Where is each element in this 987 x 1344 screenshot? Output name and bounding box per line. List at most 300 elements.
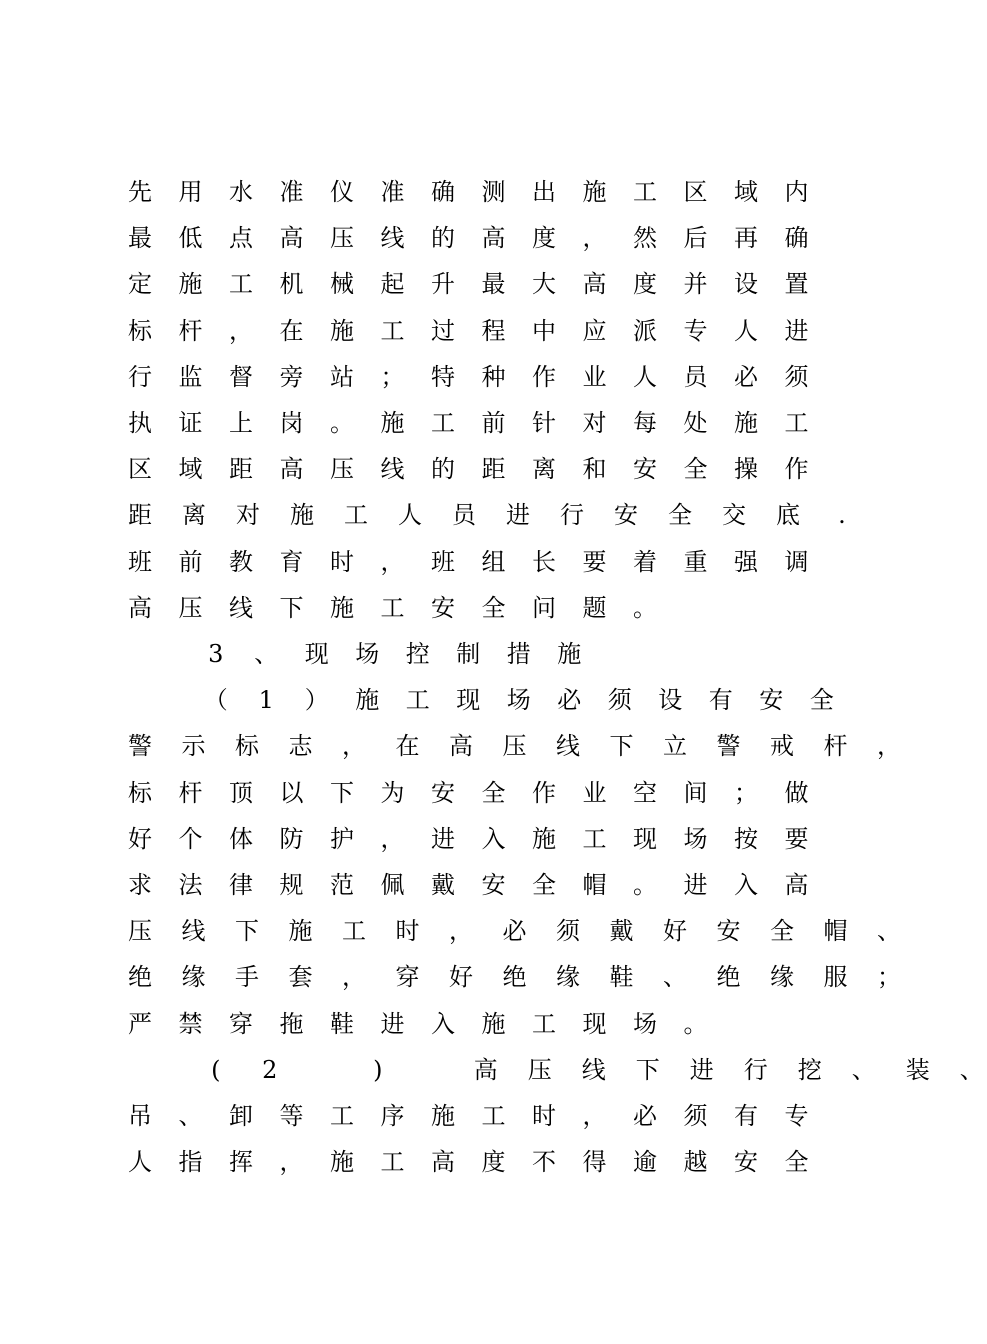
glyph: ； [380,362,405,391]
glyph: 全 [481,778,506,807]
glyph: 高 [784,871,809,899]
glyph: 距 [229,455,253,484]
glyph: 施 [734,409,758,437]
glyph: 内 [784,178,809,206]
glyph: ， [582,224,607,253]
glyph: ， [380,547,405,576]
glyph: 度 [481,1148,506,1177]
glyph: ， [342,732,366,761]
glyph: 全 [683,455,708,484]
glyph: 缘 [556,963,580,992]
glyph: 处 [683,409,708,437]
glyph: 有 [708,686,733,715]
glyph: ， [582,1102,607,1130]
glyph: （ [203,686,228,715]
section-heading [0,634,950,674]
glyph: 人 [128,1148,152,1177]
glyph: 。 [683,1009,708,1038]
glyph: 线 [380,455,405,484]
glyph: 人 [398,501,422,530]
glyph: 底 [776,501,800,530]
glyph: 标 [128,778,152,807]
glyph: 高 [449,732,473,761]
glyph: 低 [178,224,203,253]
glyph: 场 [506,686,531,715]
glyph: 长 [532,547,556,576]
glyph: 全 [770,917,794,946]
glyph: 绝 [502,963,527,992]
glyph: 施 [290,501,314,530]
glyph: ； [734,778,758,807]
glyph: 防 [279,824,304,853]
glyph: 作 [784,455,809,484]
glyph: 线 [181,917,206,946]
glyph: 员 [683,362,708,391]
glyph: 操 [734,455,758,484]
glyph: 督 [229,362,253,391]
glyph: ， [279,1148,304,1177]
glyph: 班 [128,547,152,576]
glyph: 工 [633,178,657,206]
glyph: 佩 [380,871,405,899]
glyph: 用 [178,178,203,206]
glyph: 线 [229,593,253,622]
glyph: 再 [734,224,758,253]
glyph: 测 [481,178,506,206]
glyph: 禁 [178,1009,203,1038]
glyph: 的 [431,224,455,253]
glyph: 机 [279,270,304,299]
glyph: 行 [128,362,152,391]
glyph: 施 [355,686,380,715]
glyph: 时 [395,917,420,946]
glyph: 法 [178,871,203,899]
glyph: 示 [181,732,206,761]
glyph: 须 [784,362,809,391]
glyph: 人 [734,316,758,345]
glyph: 全 [481,593,506,622]
glyph: 旁 [279,362,304,391]
glyph: 先 [128,178,152,206]
glyph: 绝 [128,963,152,992]
glyph: 、 [663,963,687,992]
glyph: ， [449,917,473,946]
glyph: 好 [663,917,687,946]
glyph: 进 [431,824,455,853]
glyph: 工 [344,501,368,530]
glyph: 区 [128,455,152,484]
glyph: ) [373,1055,383,1084]
glyph: 施 [557,640,582,668]
glyph: 顶 [229,778,253,807]
glyph: 施 [330,593,354,622]
glyph: 下 [330,778,354,807]
glyph: 交 [722,501,746,530]
glyph: 确 [784,224,809,253]
glyph: 问 [532,593,556,622]
glyph: 的 [431,455,455,484]
glyph: 作 [532,362,556,391]
glyph: 措 [506,640,531,668]
glyph: ； [877,963,901,992]
glyph: 教 [229,547,253,576]
text-line [0,865,950,905]
glyph: 空 [633,778,657,807]
glyph: 施 [481,1009,506,1038]
glyph: 、 [178,1102,203,1130]
glyph: 帽 [823,917,848,946]
glyph: 并 [683,270,708,299]
glyph: 组 [481,547,506,576]
glyph: 下 [609,732,634,761]
glyph: 工 [380,1148,405,1177]
glyph: 工 [784,409,809,437]
glyph: 设 [734,270,758,299]
glyph: 现 [304,640,329,668]
glyph: 下 [279,593,304,622]
glyph: 装 [905,1055,930,1084]
glyph: 安 [633,455,657,484]
glyph: 戴 [609,917,634,946]
glyph: 现 [633,824,657,853]
text-line [0,264,950,304]
glyph: 工 [380,593,405,622]
glyph: 工 [380,316,405,345]
glyph: 育 [279,547,304,576]
glyph: 、 [851,1055,876,1084]
glyph: 置 [784,270,809,299]
glyph: 调 [784,547,809,576]
glyph: 员 [452,501,476,530]
glyph: 确 [431,178,455,206]
glyph: 业 [582,362,607,391]
glyph: 杆 [178,316,203,345]
glyph: 入 [431,1009,455,1038]
text-line [0,819,950,859]
glyph: 度 [633,270,657,299]
glyph: 压 [128,917,152,946]
text-line [0,1142,950,1182]
glyph: 域 [178,455,203,484]
glyph: 杆 [178,778,203,807]
glyph: 仪 [330,178,354,206]
glyph: 安 [481,871,506,899]
glyph: 严 [128,1009,152,1038]
text-line [0,218,950,258]
glyph: 要 [784,824,809,853]
glyph: 服 [823,963,848,992]
glyph: 标 [235,732,259,761]
glyph: 对 [236,501,260,530]
glyph: 2 [262,1055,278,1084]
glyph: 求 [128,871,152,899]
glyph: 最 [481,270,506,299]
text-line [0,542,950,582]
glyph: 入 [481,824,506,853]
glyph: 控 [405,640,430,668]
glyph: 派 [633,316,657,345]
glyph: 吊 [128,1102,152,1130]
glyph: 水 [229,178,253,206]
glyph: 有 [734,1102,758,1130]
text-line [0,957,950,997]
glyph: 证 [178,409,203,437]
glyph: 必 [734,362,758,391]
glyph: 下 [635,1055,660,1084]
glyph: 须 [607,686,632,715]
glyph: 高 [279,455,304,484]
glyph: ， [342,963,366,992]
glyph: 高 [279,224,304,253]
glyph: 越 [683,1148,708,1177]
glyph: 工 [582,824,607,853]
glyph: 施 [431,1102,455,1130]
glyph: 志 [288,732,313,761]
glyph: ） [304,686,329,715]
text-line [0,773,950,813]
glyph: 立 [663,732,687,761]
glyph: 安 [734,1148,758,1177]
glyph: 进 [506,501,530,530]
glyph: 挖 [797,1055,822,1084]
glyph: 工 [405,686,430,715]
glyph: 压 [330,455,354,484]
text-line [0,588,950,628]
glyph: 必 [502,917,527,946]
glyph: 个 [178,824,203,853]
glyph: 拖 [279,1009,304,1038]
glyph: 程 [481,316,506,345]
glyph: 点 [229,224,253,253]
glyph: 准 [380,178,405,206]
glyph: ， [877,732,901,761]
glyph: 、 [254,640,279,668]
glyph: 得 [582,1148,607,1177]
glyph: 做 [784,778,809,807]
glyph: 高 [128,593,152,622]
glyph: 工 [431,409,455,437]
glyph: 施 [380,409,405,437]
glyph: . [838,501,846,530]
glyph: ， [380,824,405,853]
glyph: 线 [581,1055,606,1084]
glyph: 种 [481,362,506,391]
glyph: 好 [128,824,152,853]
glyph: 工 [481,1102,506,1130]
glyph: 规 [279,871,304,899]
glyph: 距 [128,501,152,530]
glyph: 护 [330,824,354,853]
text-line [0,1096,950,1136]
glyph: 。 [330,409,354,437]
text-line [0,172,950,212]
glyph: 缘 [770,963,794,992]
glyph: 度 [532,224,556,253]
glyph: 准 [279,178,304,206]
glyph: 压 [330,224,354,253]
glyph: 前 [178,547,203,576]
glyph: 施 [330,316,354,345]
glyph: 着 [633,547,657,576]
glyph: 离 [182,501,206,530]
glyph: 全 [809,686,834,715]
glyph: 穿 [395,963,420,992]
glyph: 然 [633,224,657,253]
glyph: 戴 [431,871,455,899]
glyph: 体 [229,824,253,853]
glyph: 高 [473,1055,498,1084]
glyph: 出 [532,178,556,206]
glyph: 施 [330,1148,354,1177]
glyph: 场 [355,640,380,668]
glyph: 压 [527,1055,552,1084]
glyph: 全 [532,871,556,899]
glyph: 施 [288,917,313,946]
glyph: 标 [128,316,152,345]
glyph: 前 [481,409,506,437]
glyph: 挥 [229,1148,253,1177]
glyph: 械 [330,270,354,299]
glyph: 在 [395,732,420,761]
glyph: 卸 [229,1102,253,1130]
glyph: 专 [784,1102,809,1130]
glyph: 班 [431,547,455,576]
text-line [0,680,950,720]
glyph: 。 [633,871,657,899]
glyph: 高 [582,270,607,299]
glyph: 强 [734,547,758,576]
glyph: 全 [784,1148,809,1177]
glyph: 施 [582,178,607,206]
glyph: ( [211,1055,221,1084]
glyph: 最 [128,224,152,253]
text-line [0,357,950,397]
glyph: 、 [959,1055,984,1084]
glyph: 压 [502,732,527,761]
glyph: 工 [330,1102,354,1130]
glyph: 升 [431,270,455,299]
glyph: 安 [431,778,455,807]
glyph: 进 [380,1009,405,1038]
glyph: 警 [128,732,152,761]
glyph: 进 [689,1055,714,1084]
glyph: 帽 [582,871,607,899]
glyph: 针 [532,409,556,437]
glyph: 应 [582,316,607,345]
glyph: 压 [178,593,203,622]
glyph: 施 [532,824,556,853]
glyph: 律 [229,871,253,899]
glyph: 指 [178,1148,203,1177]
glyph: 以 [279,778,304,807]
glyph: 起 [380,270,405,299]
text-line [0,311,950,351]
glyph: 制 [456,640,481,668]
glyph: 距 [481,455,506,484]
glyph: 逾 [633,1148,657,1177]
glyph: 范 [330,871,354,899]
glyph: 须 [683,1102,708,1130]
glyph: 不 [532,1148,556,1177]
glyph: 后 [683,224,708,253]
glyph: 定 [128,270,152,299]
glyph: 等 [279,1102,304,1130]
glyph: 时 [330,547,354,576]
glyph: 缘 [181,963,206,992]
glyph: 时 [532,1102,556,1130]
glyph: 题 [582,593,607,622]
glyph: 和 [582,455,607,484]
glyph: 场 [633,1009,657,1038]
glyph: 序 [380,1102,405,1130]
text-line [0,1004,950,1044]
glyph: 作 [532,778,556,807]
glyph: 安 [614,501,638,530]
glyph: 设 [658,686,683,715]
glyph: 须 [556,917,580,946]
glyph: 手 [235,963,259,992]
glyph: 全 [668,501,692,530]
glyph: 高 [431,1148,455,1177]
glyph: 鞋 [330,1009,354,1038]
glyph: 工 [229,270,253,299]
glyph: 对 [582,409,607,437]
glyph: 进 [784,316,809,345]
glyph: 中 [532,316,556,345]
glyph: 必 [633,1102,657,1130]
glyph: 工 [532,1009,556,1038]
glyph: 行 [560,501,584,530]
glyph: 安 [716,917,741,946]
glyph: 现 [582,1009,607,1038]
glyph: 重 [683,547,708,576]
glyph: 现 [456,686,481,715]
glyph: 线 [556,732,580,761]
glyph: 安 [431,593,455,622]
glyph: 入 [734,871,758,899]
glyph: 专 [683,316,708,345]
glyph: 在 [279,316,304,345]
glyph: 按 [734,824,758,853]
glyph: 好 [449,963,473,992]
glyph: 、 [877,917,901,946]
glyph: 进 [683,871,708,899]
glyph: 人 [633,362,657,391]
text-line [0,911,950,951]
glyph: 每 [633,409,657,437]
glyph: 离 [532,455,556,484]
glyph: 业 [582,778,607,807]
glyph: 线 [380,224,405,253]
glyph: 为 [380,778,405,807]
glyph: 场 [683,824,708,853]
glyph: 戒 [770,732,794,761]
glyph: 施 [178,270,203,299]
glyph: 必 [557,686,582,715]
glyph: 特 [431,362,455,391]
glyph: 要 [582,547,607,576]
glyph: 套 [288,963,313,992]
glyph: 1 [258,686,274,715]
glyph: 执 [128,409,152,437]
glyph: 监 [178,362,203,391]
glyph: 上 [229,409,253,437]
glyph: 高 [481,224,506,253]
glyph: 行 [743,1055,768,1084]
text-line [0,726,950,766]
glyph: 工 [342,917,366,946]
text-line [0,403,950,443]
